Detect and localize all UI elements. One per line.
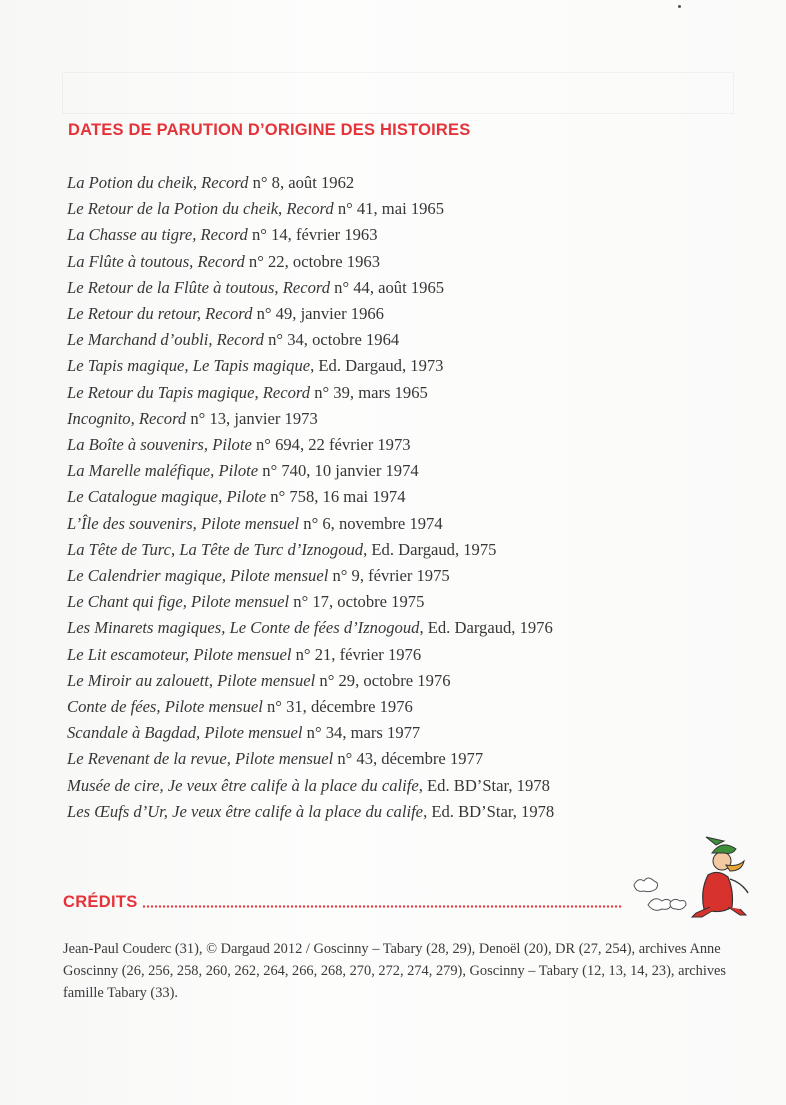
story-title: Le Retour du retour, [67, 304, 201, 324]
story-title: Le Chant qui fige, [67, 592, 187, 612]
publication-name: Record [216, 330, 264, 350]
story-entry [67, 799, 727, 825]
story-title: L’Île des souvenirs, [67, 513, 197, 533]
issue-and-date: n° 6, novembre 1974 [299, 513, 443, 533]
publication-name: Pilote mensuel [230, 566, 329, 586]
publication-name: Je veux être calife à la place du calife [172, 801, 424, 821]
story-entry [67, 458, 727, 484]
iznogoud-running-illustration [630, 835, 760, 920]
story-title: La Chasse au tigre, [67, 225, 197, 245]
issue-and-date: n° 31, décembre 1976 [262, 697, 413, 717]
story-entry [67, 773, 727, 799]
story-entry [67, 589, 727, 615]
issue-and-date: n° 34, mars 1977 [302, 723, 421, 743]
story-title: Le Calendrier magique, [67, 566, 227, 586]
story-title: La Marelle maléfique, [67, 461, 215, 481]
issue-and-date: n° 43, décembre 1977 [333, 749, 484, 769]
issue-and-date: n° 13, janvier 1973 [186, 408, 318, 428]
story-title: Les Minarets magiques, [67, 618, 226, 638]
publication-name: Record [286, 199, 334, 219]
issue-and-date: n° 34, octobre 1964 [263, 330, 400, 350]
show-through-frame [62, 72, 734, 114]
story-entry [67, 406, 727, 432]
story-title: Le Retour du Tapis magique, [67, 382, 259, 402]
story-entry [67, 380, 727, 406]
issue-and-date: n° 8, août 1962 [248, 173, 355, 192]
story-entry [67, 511, 727, 537]
story-entry [67, 615, 727, 641]
paper-speck [678, 5, 681, 8]
story-title: La Boîte à souvenirs, [67, 435, 209, 455]
publication-name: Record [138, 408, 187, 428]
publication-name: Pilote mensuel [217, 670, 316, 690]
story-entry [67, 432, 727, 458]
story-entry [67, 484, 727, 510]
credits-text: Jean-Paul Couderc (31), © Dargaud 2012 / Goscinny – Tabary (28, 29), Denoël (20), DR (27, 254), archives Anne Goscinny (26, 256, 258, 260, 262, 264, 266, 268, 270, 272, 274, 279), Goscinny – Tabary (12, 13, 14, 23), archives famille Tabary (33). [63, 941, 727, 1001]
story-title: Scandale à Bagdad, [67, 723, 201, 743]
issue-and-date: n° 21, février 1976 [291, 644, 422, 664]
issue-and-date: n° 14, février 1963 [247, 225, 378, 245]
issue-and-date: , Ed. BD’Star, 1978 [418, 775, 550, 795]
publication-name: Pilote mensuel [204, 723, 303, 743]
publication-name: Record [262, 382, 311, 402]
publication-name: Pilote mensuel [193, 644, 292, 664]
issue-and-date: n° 39, mars 1965 [310, 382, 428, 402]
story-entry [67, 746, 727, 772]
story-entry [67, 327, 727, 353]
issue-and-date: n° 740, 10 janvier 1974 [258, 461, 419, 481]
issue-and-date: n° 22, octobre 1963 [244, 251, 380, 271]
publication-name: La Tête de Turc d’Iznogoud [179, 539, 364, 559]
issue-and-date: , Ed. Dargaud, 1976 [419, 618, 553, 638]
story-entry [67, 694, 727, 720]
issue-and-date: n° 49, janvier 1966 [252, 304, 384, 324]
publication-name: Pilote mensuel [191, 592, 290, 612]
story-entry [67, 196, 727, 222]
publication-name: Pilote [212, 435, 252, 455]
publication-name: Record [200, 225, 248, 245]
story-entry [67, 222, 727, 248]
publication-name: Record [205, 304, 253, 324]
issue-and-date: n° 694, 22 février 1973 [251, 435, 411, 455]
story-entry [67, 275, 727, 301]
issue-and-date: n° 29, octobre 1976 [315, 670, 451, 690]
issue-and-date: n° 41, mai 1965 [333, 199, 445, 219]
story-title: La Potion du cheik, [67, 173, 197, 192]
story-title: La Tête de Turc, [67, 539, 176, 559]
publication-name: Record [197, 251, 245, 271]
story-title: Le Lit escamoteur, [67, 644, 190, 664]
issue-and-date: n° 17, octobre 1975 [289, 592, 425, 612]
issue-and-date: n° 44, août 1965 [330, 277, 445, 297]
publication-name: Pilote [226, 487, 267, 507]
story-entry [67, 249, 727, 275]
publication-name: Record [282, 277, 331, 297]
story-title: Le Retour de la Potion du cheik, [67, 199, 283, 219]
story-title: La Flûte à toutous, [67, 251, 194, 271]
story-title: Musée de cire, [67, 775, 164, 795]
story-title: Le Revenant de la revue, [67, 749, 231, 769]
credits-heading: CRÉDITS [63, 892, 138, 911]
story-title: Les Œufs d’Ur, [67, 801, 168, 821]
credits-heading-row [63, 890, 623, 914]
story-title: Le Retour de la Flûte à toutous, [67, 277, 279, 297]
publication-name: Le Conte de fées d’Iznogoud [229, 618, 420, 638]
publication-name: Pilote mensuel [164, 697, 263, 717]
story-title: Le Miroir au zalouett, [67, 670, 213, 690]
publication-name: Je veux être calife à la place du calife [167, 775, 419, 795]
story-title: Le Catalogue magique, [67, 487, 223, 507]
issue-and-date: , Ed. BD’Star, 1978 [423, 801, 555, 821]
story-entry [67, 720, 727, 746]
publication-name: Le Tapis magique [192, 356, 311, 376]
issue-and-date: n° 758, 16 mai 1974 [266, 487, 406, 507]
story-entry [67, 563, 727, 589]
story-title: Incognito, [67, 408, 135, 428]
story-title: Le Marchand d’oubli, [67, 330, 213, 350]
publication-name: Pilote mensuel [235, 749, 334, 769]
issue-and-date: , Ed. Dargaud, 1975 [363, 539, 497, 559]
publication-name: Pilote mensuel [200, 513, 300, 533]
story-entry [67, 301, 727, 327]
story-entry [67, 642, 727, 668]
issue-and-date: n° 9, février 1975 [328, 566, 450, 586]
publication-name: Record [201, 173, 249, 192]
story-title: Conte de fées, [67, 697, 161, 717]
story-entry [67, 170, 727, 196]
dotted-leader [142, 905, 623, 908]
dates-heading: DATES DE PARUTION D’ORIGINE DES HISTOIRES [68, 121, 471, 139]
issue-and-date: , Ed. Dargaud, 1973 [310, 356, 444, 376]
story-list [67, 170, 727, 825]
story-entry [67, 537, 727, 563]
publication-name: Pilote [218, 461, 259, 481]
story-entry [67, 668, 727, 694]
story-entry [67, 353, 727, 379]
story-title: Le Tapis magique, [67, 356, 189, 376]
